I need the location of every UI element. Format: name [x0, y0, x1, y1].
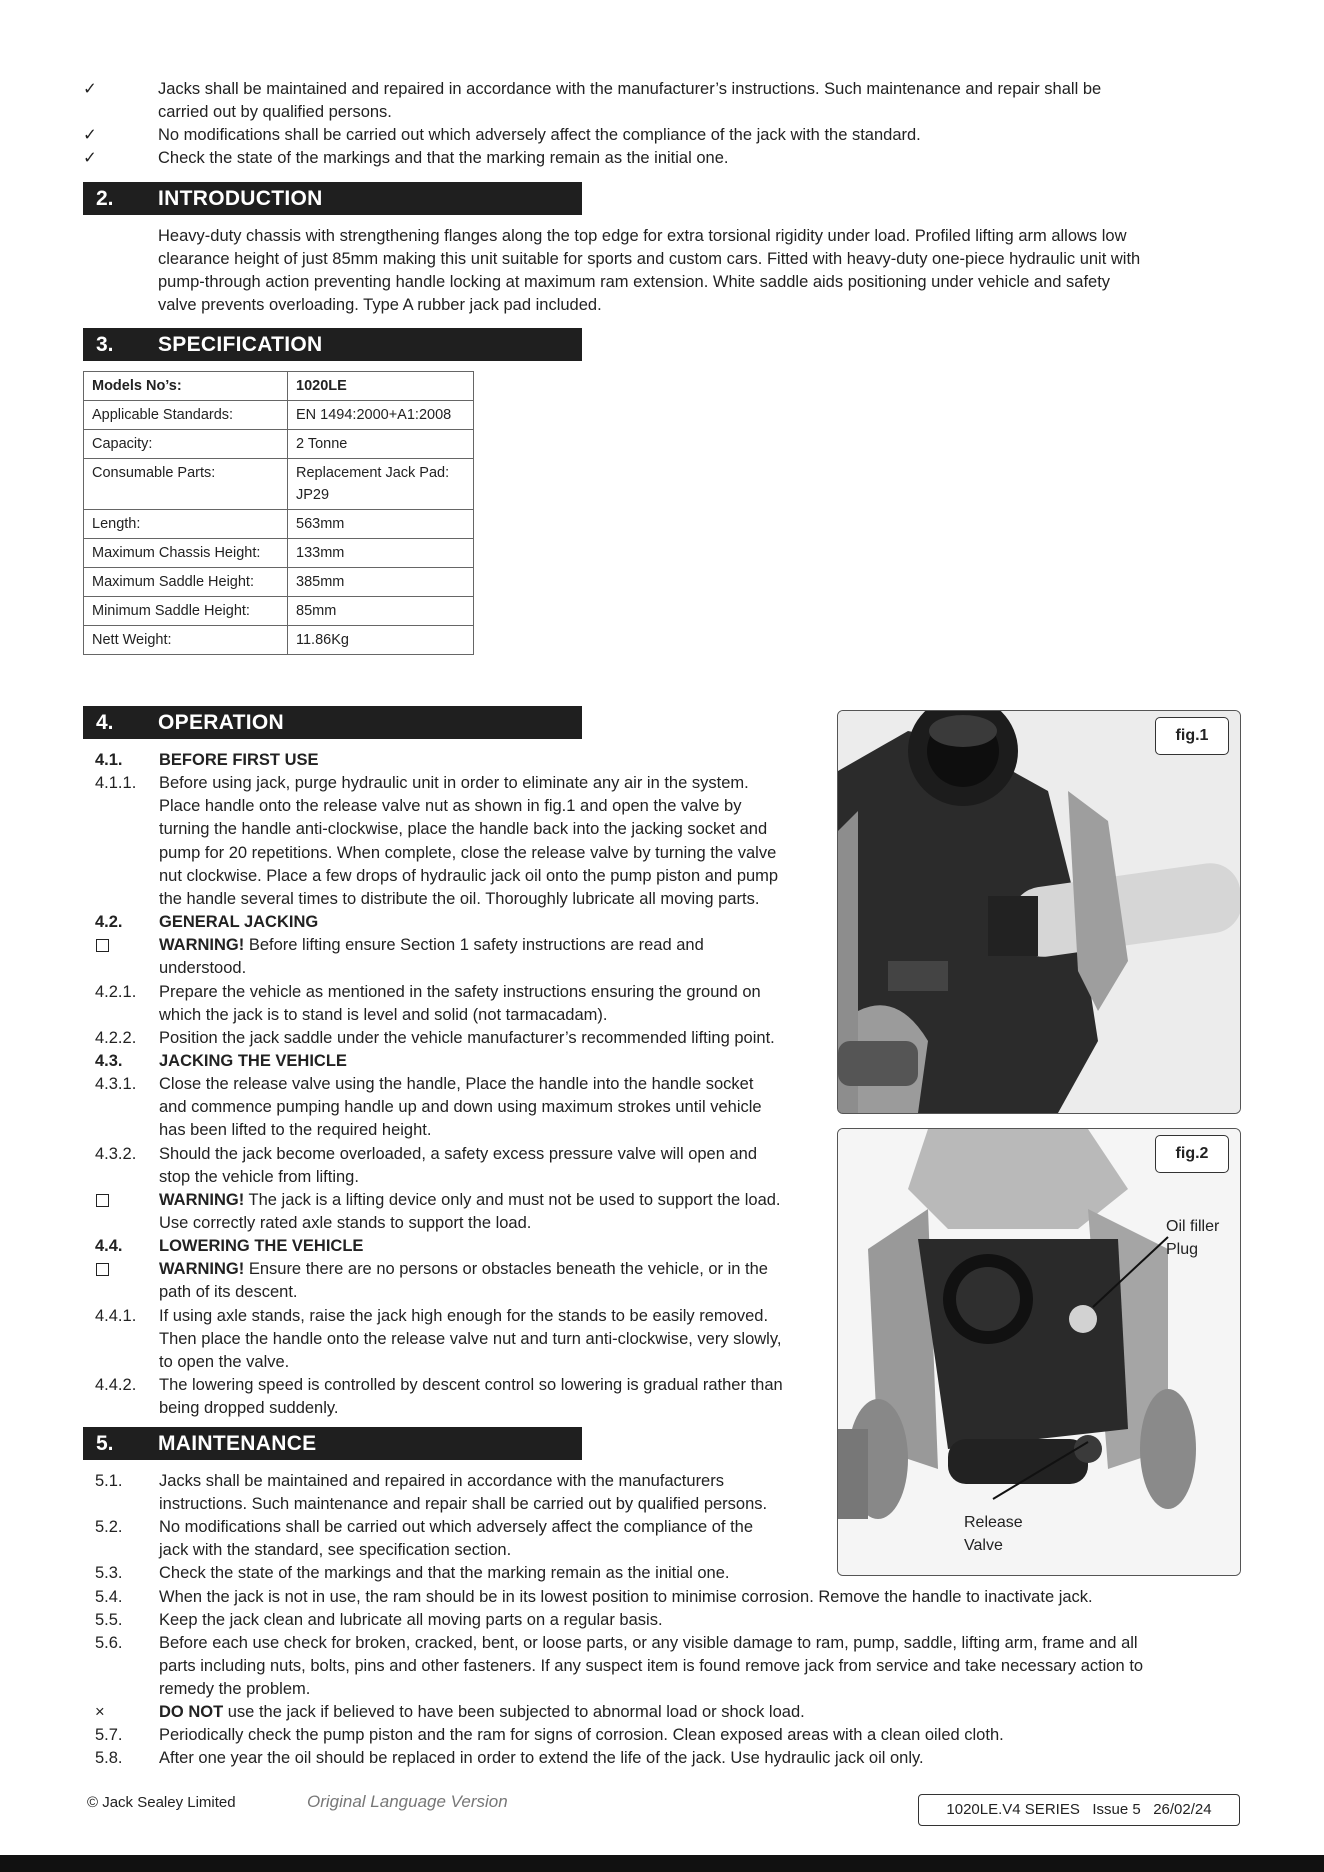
- item-number: 5.2.: [95, 1518, 123, 1537]
- item-text: [159, 1258, 768, 1281]
- item-text: [159, 1166, 359, 1189]
- item-emphasis: WARNING!: [159, 1190, 245, 1209]
- item-text: [159, 1374, 783, 1397]
- spec-value-line: 133mm: [296, 545, 345, 561]
- item-body: After one year the oil should be replaced in order to extend the life of the jack. Use hydraulic jack oil only.: [159, 1749, 924, 1768]
- spec-value: [288, 539, 474, 568]
- bullet-text-line: Jacks shall be maintained and repaired in accordance with the manufacturer’s instructions. Such maintenance and repair shall be: [158, 80, 1102, 98]
- square-bullet: [96, 1263, 109, 1276]
- item-text: [159, 1655, 1143, 1678]
- spec-value-line: JP29: [296, 487, 330, 503]
- square-bullet: [96, 939, 109, 952]
- item-body: Before lifting ensure Section 1 safety instructions are read and: [244, 936, 704, 955]
- spec-value: [288, 568, 474, 597]
- item-body: Close the release valve using the handle, Place the handle into the handle socket: [159, 1075, 754, 1094]
- callout-line-1: Release: [964, 1514, 1023, 1531]
- item-body: which the jack is to stand is level and solid (not tarmacadam).: [159, 1005, 608, 1024]
- item-body: instructions. Such maintenance and repair shall be carried out by qualified persons.: [159, 1495, 768, 1514]
- item-emphasis: WARNING!: [159, 1260, 245, 1279]
- footer-version: Original Language Version: [307, 1792, 508, 1811]
- item-emphasis: BEFORE FIRST USE: [159, 751, 319, 769]
- item-text: [159, 1050, 347, 1073]
- introduction-line: clearance height of just 85mm making this unit suitable for sports and custom cars. Fitted with heavy-duty one-piece hydraulic unit with: [158, 250, 1141, 268]
- figure-1-label: fig.1: [1155, 717, 1229, 755]
- item-body: path of its descent.: [159, 1283, 298, 1302]
- spec-value-line: 11.86Kg: [296, 632, 349, 648]
- item-text: [159, 1470, 724, 1493]
- section-header-maintenance: [83, 1427, 582, 1460]
- spec-value: [288, 597, 474, 626]
- item-text: [159, 1235, 363, 1258]
- item-emphasis: DO NOT: [159, 1703, 224, 1721]
- spec-label: Length:: [84, 510, 288, 539]
- spec-label: Capacity:: [84, 430, 288, 459]
- callout-line-1: Oil filler: [1166, 1218, 1220, 1235]
- item-emphasis: WARNING!: [159, 936, 245, 955]
- item-number: 4.1.: [95, 751, 123, 769]
- item-body: Before each use check for broken, cracked, bent, or loose parts, or any visible damage to ram, pump, saddle, lifting arm, frame and all: [159, 1633, 1138, 1652]
- item-text: [159, 1701, 805, 1724]
- item-text: [159, 842, 776, 865]
- item-text: [159, 1351, 289, 1374]
- spec-value: [288, 626, 474, 655]
- oil-filler-plug-callout: [1166, 1215, 1219, 1261]
- item-body: to open the valve.: [159, 1352, 290, 1371]
- item-text: [159, 1073, 753, 1096]
- item-emphasis: JACKING THE VEHICLE: [159, 1051, 347, 1070]
- item-number: 5.1.: [95, 1472, 123, 1490]
- item-number: 4.3.: [95, 1051, 123, 1070]
- callout-line-2: Plug: [1166, 1241, 1199, 1258]
- spec-row: [84, 401, 474, 430]
- item-body: parts including nuts, bolts, pins and other fasteners. If any suspect item is found remove jack from service and take necessary action to: [159, 1656, 1144, 1675]
- spec-value-line: EN 1494:2000+A1:2008: [296, 407, 452, 423]
- item-body: jack with the standard, see specification section.: [159, 1541, 512, 1560]
- item-body: Keep the jack clean and lubricate all moving parts on a regular basis.: [159, 1610, 663, 1629]
- spec-row: [84, 430, 474, 459]
- item-body: nut clockwise. Place a few drops of hydraulic jack oil onto the pump piston and pump: [159, 866, 779, 885]
- item-text: [159, 1724, 1004, 1747]
- spec-row: [84, 459, 474, 510]
- footer-series: 1020LE.V4 SERIES Issue 5 26/02/24: [946, 1801, 1212, 1818]
- item-number: 4.1.1.: [95, 774, 137, 793]
- item-text: [159, 1119, 431, 1142]
- item-body: Should the jack become overloaded, a safety excess pressure valve will open and: [159, 1144, 758, 1163]
- item-text: [159, 1539, 511, 1562]
- section-header-introduction: [83, 182, 582, 215]
- item-body: use the jack if believed to have been subjected to abnormal load or shock load.: [223, 1703, 805, 1721]
- item-body: stop the vehicle from lifting.: [159, 1167, 359, 1186]
- specification-table: [83, 371, 474, 655]
- item-emphasis: LOWERING THE VEHICLE: [159, 1237, 364, 1256]
- introduction-line: Heavy-duty chassis with strengthening flanges along the top edge for extra torsional rigidity under load. Profiled lifting arm allows low: [158, 227, 1127, 245]
- item-number: 4.3.2.: [95, 1144, 137, 1163]
- item-text: [159, 1516, 753, 1539]
- checkbox-icon: [95, 1189, 109, 1214]
- callout-line-2: Valve: [964, 1537, 1003, 1554]
- checkbox-icon: [95, 934, 109, 959]
- section-title: OPERATION: [158, 711, 284, 734]
- item-body: Before using jack, purge hydraulic unit in order to eliminate any air in the system.: [159, 774, 749, 793]
- item-text: [159, 1305, 768, 1328]
- item-text: [159, 1747, 924, 1770]
- introduction-line: pump-through action preventing handle locking at maximum ram extension. White saddle aids positioning under vehicle and safety: [158, 273, 1111, 291]
- item-number: 5.6.: [95, 1633, 123, 1652]
- spec-value-line: 1020LE: [296, 378, 347, 394]
- item-text: [159, 749, 319, 772]
- item-number: 4.3.1.: [95, 1075, 137, 1094]
- spec-row: [84, 539, 474, 568]
- operation-list: [95, 749, 835, 1419]
- item-body: Ensure there are no persons or obstacles beneath the vehicle, or in the: [244, 1260, 768, 1279]
- footer-series-box: [918, 1794, 1240, 1826]
- bullet-text-line: Check the state of the markings and that the marking remain as the initial one.: [158, 149, 729, 167]
- spec-value: [288, 459, 474, 510]
- spec-value: [288, 372, 474, 401]
- item-body: Then place the handle onto the release valve nut and turn anti-clockwise, very slowly,: [159, 1329, 782, 1348]
- item-number: 4.2.1.: [95, 982, 137, 1001]
- release-valve-callout: [964, 1511, 1023, 1557]
- item-text: [159, 1632, 1138, 1655]
- checkbox-icon: [95, 1258, 109, 1283]
- spec-row: [84, 597, 474, 626]
- section-title: SPECIFICATION: [158, 333, 323, 356]
- item-body: being dropped suddenly.: [159, 1399, 339, 1418]
- item-text: [159, 934, 704, 957]
- item-body: The lowering speed is controlled by descent control so lowering is gradual rather than: [159, 1376, 783, 1395]
- spec-value-line: 2 Tonne: [296, 436, 348, 452]
- section-header-operation: [83, 706, 582, 739]
- item-number: 4.4.2.: [95, 1376, 137, 1395]
- item-text: [159, 1281, 298, 1304]
- jack-oil-filler-illustration: [838, 1129, 1240, 1575]
- item-text: [159, 1212, 531, 1235]
- item-number: 4.4.: [95, 1237, 123, 1256]
- figure-2-label: fig.2: [1155, 1135, 1229, 1173]
- check-icon: ✓: [83, 80, 97, 98]
- item-text: [159, 795, 741, 818]
- item-body: The jack is a lifting device only and must not be used to support the load.: [244, 1190, 781, 1209]
- item-body: Periodically check the pump piston and the ram for signs of corrosion. Clean exposed areas with a clean oiled cloth.: [159, 1726, 1004, 1745]
- item-text: [159, 818, 767, 841]
- spec-label: Models No’s:: [84, 372, 288, 401]
- item-number: 5.8.: [95, 1749, 123, 1768]
- figure-2-photo: [837, 1128, 1241, 1576]
- item-text: [159, 1096, 762, 1119]
- item-number: 4.4.1.: [95, 1306, 137, 1325]
- item-body: Use correctly rated axle stands to support the load.: [159, 1214, 532, 1232]
- item-body: turning the handle anti-clockwise, place the handle back into the jacking socket and: [159, 820, 768, 839]
- spec-label: Maximum Chassis Height:: [84, 539, 288, 568]
- item-text: [159, 911, 318, 934]
- section-title: INTRODUCTION: [158, 187, 323, 210]
- section-title: MAINTENANCE: [158, 1432, 317, 1455]
- item-body: No modifications shall be carried out which adversely affect the compliance of the: [159, 1518, 754, 1537]
- item-number: 4.2.: [95, 913, 123, 932]
- spec-value: [288, 401, 474, 430]
- item-number: 5.5.: [95, 1610, 123, 1629]
- item-text: [159, 1562, 729, 1585]
- item-text: [159, 1586, 1093, 1609]
- item-text: [159, 957, 246, 980]
- item-body: remedy the problem.: [159, 1679, 311, 1698]
- safety-bullet-list: [83, 78, 1303, 170]
- spec-label: Applicable Standards:: [84, 401, 288, 430]
- item-body: When the jack is not in use, the ram should be in its lowest position to minimise corrosion. Remove the handle to inactivate jack.: [159, 1587, 1093, 1606]
- item-text: [159, 1143, 757, 1166]
- item-text: [159, 981, 761, 1004]
- item-text: [159, 1027, 775, 1050]
- spec-value-line: 563mm: [296, 516, 345, 532]
- item-number: 4.2.2.: [95, 1028, 137, 1047]
- item-text: [159, 1678, 310, 1701]
- item-number: 5.4.: [95, 1587, 123, 1606]
- bullet-text-line: No modifications shall be carried out which adversely affect the compliance of the jack with the standard.: [158, 126, 921, 144]
- item-body: the handle several times to distribute the oil. Thoroughly lubricate all moving parts.: [159, 889, 760, 908]
- item-text: [159, 865, 778, 888]
- item-text: [159, 1189, 781, 1212]
- item-text: [159, 1004, 607, 1027]
- item-body: Prepare the vehicle as mentioned in the safety instructions ensuring the ground on: [159, 982, 761, 1001]
- figure-1-photo: [837, 710, 1241, 1114]
- spec-label: Maximum Saddle Height:: [84, 568, 288, 597]
- item-text: [159, 1609, 663, 1632]
- item-number: 5.7.: [95, 1726, 123, 1745]
- spec-row: [84, 510, 474, 539]
- item-body: Place handle onto the release valve nut as shown in fig.1 and open the valve by: [159, 797, 742, 816]
- item-body: pump for 20 repetitions. When complete, close the release valve by turning the valve: [159, 843, 777, 862]
- spec-value: [288, 510, 474, 539]
- spec-label: Nett Weight:: [84, 626, 288, 655]
- item-body: Check the state of the markings and that the marking remain as the initial one.: [159, 1564, 730, 1583]
- item-body: and commence pumping handle up and down using maximum strokes until vehicle: [159, 1098, 762, 1117]
- item-body: has been lifted to the required height.: [159, 1121, 432, 1140]
- spec-label: Consumable Parts:: [84, 459, 288, 510]
- item-text: [159, 1493, 767, 1516]
- item-body: If using axle stands, raise the jack high enough for the stands to be easily removed.: [159, 1306, 769, 1325]
- item-body: Jacks shall be maintained and repaired in accordance with the manufacturers: [159, 1472, 724, 1490]
- spec-row: [84, 372, 474, 401]
- spec-value: [288, 430, 474, 459]
- spec-row: [84, 626, 474, 655]
- item-text: [159, 1397, 339, 1420]
- check-icon: ✓: [83, 149, 97, 167]
- bullet-text-line: carried out by qualified persons.: [158, 103, 392, 121]
- spec-value-line: 385mm: [296, 574, 345, 590]
- item-text: [159, 888, 759, 911]
- item-text: [159, 772, 749, 795]
- section-header-specification: [83, 328, 582, 361]
- page-bottom-bar: [0, 1855, 1324, 1872]
- spec-value-line: 85mm: [296, 603, 337, 619]
- item-body: understood.: [159, 959, 247, 978]
- item-body: Position the jack saddle under the vehicle manufacturer’s recommended lifting point.: [159, 1028, 775, 1047]
- section-number: 4.: [96, 711, 114, 734]
- item-number: 5.3.: [95, 1564, 123, 1583]
- spec-row: [84, 568, 474, 597]
- jack-release-valve-illustration: [838, 711, 1240, 1113]
- item-text: [159, 1328, 781, 1351]
- square-bullet: [96, 1194, 109, 1207]
- item-emphasis: GENERAL JACKING: [159, 913, 319, 932]
- section-number: 2.: [96, 187, 114, 210]
- spec-label: Minimum Saddle Height:: [84, 597, 288, 626]
- check-icon: ✓: [83, 126, 97, 144]
- spec-value-line: Replacement Jack Pad:: [296, 465, 450, 481]
- section-number: 5.: [96, 1432, 114, 1455]
- section-number: 3.: [96, 333, 114, 356]
- introduction-paragraph: [158, 225, 1238, 317]
- footer-copyright: © Jack Sealey Limited: [87, 1794, 236, 1811]
- item-number: ×: [95, 1703, 105, 1721]
- introduction-line: valve prevents overloading. Type A rubber jack pad included.: [158, 296, 602, 314]
